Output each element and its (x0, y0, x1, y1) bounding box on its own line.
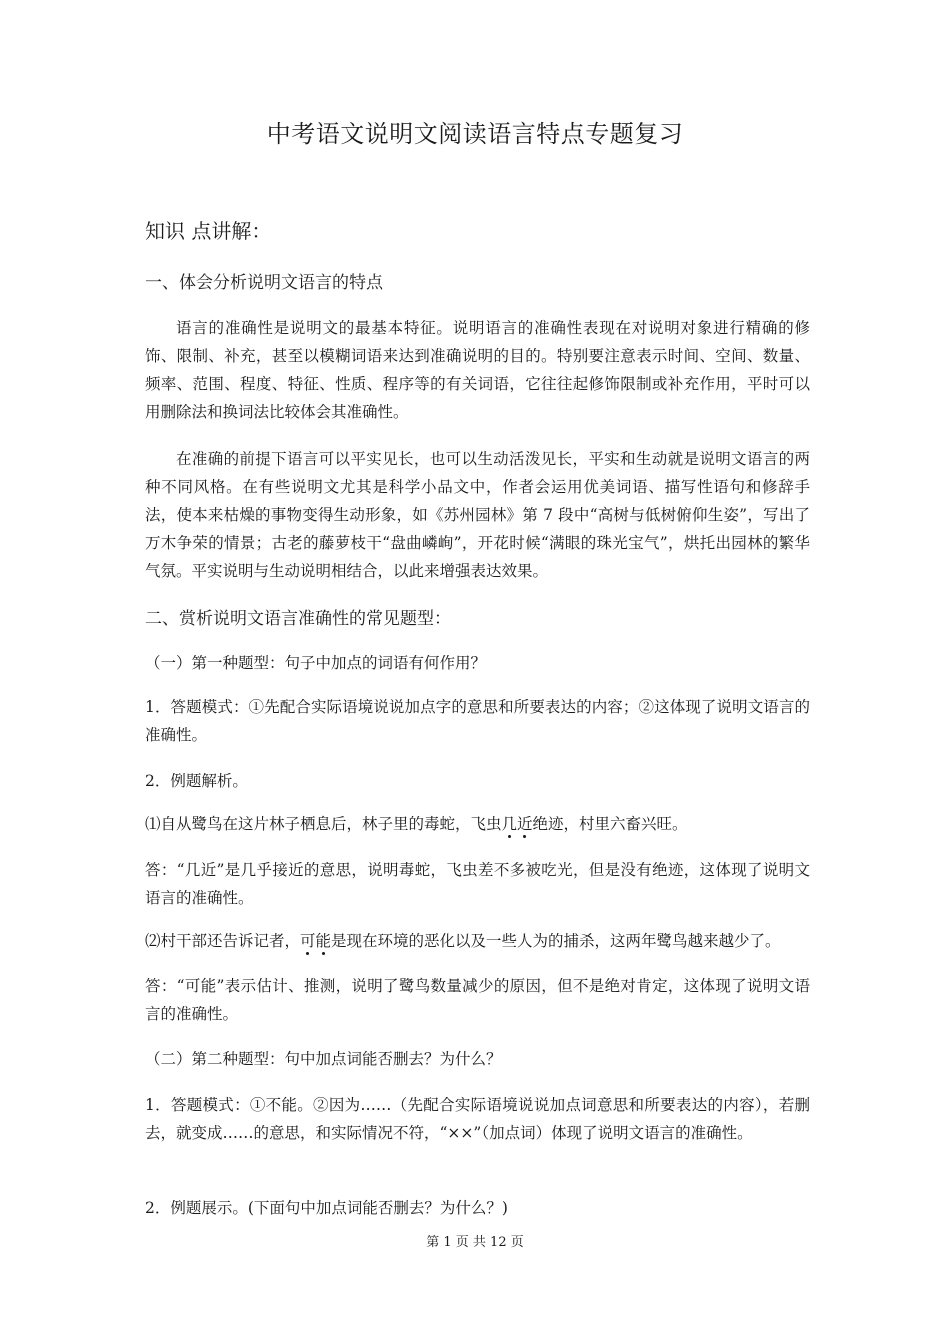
type2-answer-mode: 1．答题模式：①不能。②因为……（先配合实际语境说说加点词意思和所要表达的内容），若删去，就变成……的意思，和实际情况不符，“××”（加点词）体现了说明文语言的准确性。 (145, 1096, 810, 1142)
example-2-text-before: ⑵村干部还告诉记者， (145, 932, 301, 950)
example-1-text-before: ⑴自从鹭鸟在这片林子栖息后，林子里的毒蛇，飞虫 (145, 815, 502, 833)
example-1-answer: 答：“几近”是几乎接近的意思，说明毒蛇，飞虫差不多被吃光，但是没有绝迹，这体现了说明文语言的准确性。 (145, 861, 810, 907)
dotted-char: 近 (517, 815, 533, 833)
section1-heading: 一、体会分析说明文语言的特点 (145, 273, 383, 293)
type1-heading: （一）第一种题型：句子中加点的词语有何作用？ (145, 654, 487, 672)
dotted-char: 能 (315, 932, 332, 950)
knowledge-heading: 知识 点讲解： (145, 219, 272, 243)
type2-heading: （二）第二种题型：句中加点词能否删去？为什么？ (145, 1050, 502, 1068)
page-footer: 第 1 页 共 12 页 (426, 1235, 524, 1250)
dotted-char: 几 (501, 815, 518, 833)
section1-paragraph-2: 在准确的前提下语言可以平实见长，也可以生动活泼见长，平实和生动就是说明文语言的两种不同风格。在有些说明文尤其是科学小品文中，作者会运用优美词语、描写性语句和修辞手法，使本来枯燥的事物变得生动形象，如《苏州园林》第 7 段中“高树与低树俯仰生姿”，写出了万木争荣的情景；古老的藤萝枝干“盘曲嶙峋”，开花时候“满眼的珠光宝气”，烘托出园林的繁华气氛。平实说明与生动说明相结合，以此来增强表达效果。 (145, 450, 810, 580)
page-title: 中考语文说明文阅读语言特点专题复习 (266, 120, 684, 148)
example-2-answer: 答：“可能”表示估计、推测，说明了鹭鸟数量减少的原因，但不是绝对肯定，这体现了说明文语言的准确性。 (145, 977, 810, 1023)
section1-paragraph-1: 语言的准确性是说明文的最基本特征。说明语言的准确性表现在对说明对象进行精确的修饰、限制、补充，甚至以模糊词语来达到准确说明的目的。特别要注意表示时间、空间、数量、频率、范围、程度、特征、性质、程序等的有关词语，它往往起修饰限制或补充作用，平时可以用删除法和换词法比较体会其准确性。 (145, 319, 810, 421)
example-1-sentence (145, 811, 810, 837)
type2-example-label: 2．例题展示。(下面句中加点词能否删去？为什么？) (145, 1199, 508, 1217)
type1-example-label: 2．例题解析。 (145, 772, 248, 790)
type1-answer-mode: 1．答题模式：①先配合实际语境说说加点字的意思和所要表达的内容；②这体现了说明文语言的准确性。 (145, 698, 810, 744)
example-2-text-after: 是现在环境的恶化以及一些人为的捕杀，这两年鹭鸟越来越少了。 (331, 932, 781, 950)
example-2-sentence (145, 928, 810, 954)
section2-heading: 二、赏析说明文语言准确性的常见题型： (145, 609, 451, 629)
example-1-text-after: 绝迹，村里六畜兴旺。 (532, 815, 688, 833)
dotted-char: 可 (300, 932, 316, 950)
